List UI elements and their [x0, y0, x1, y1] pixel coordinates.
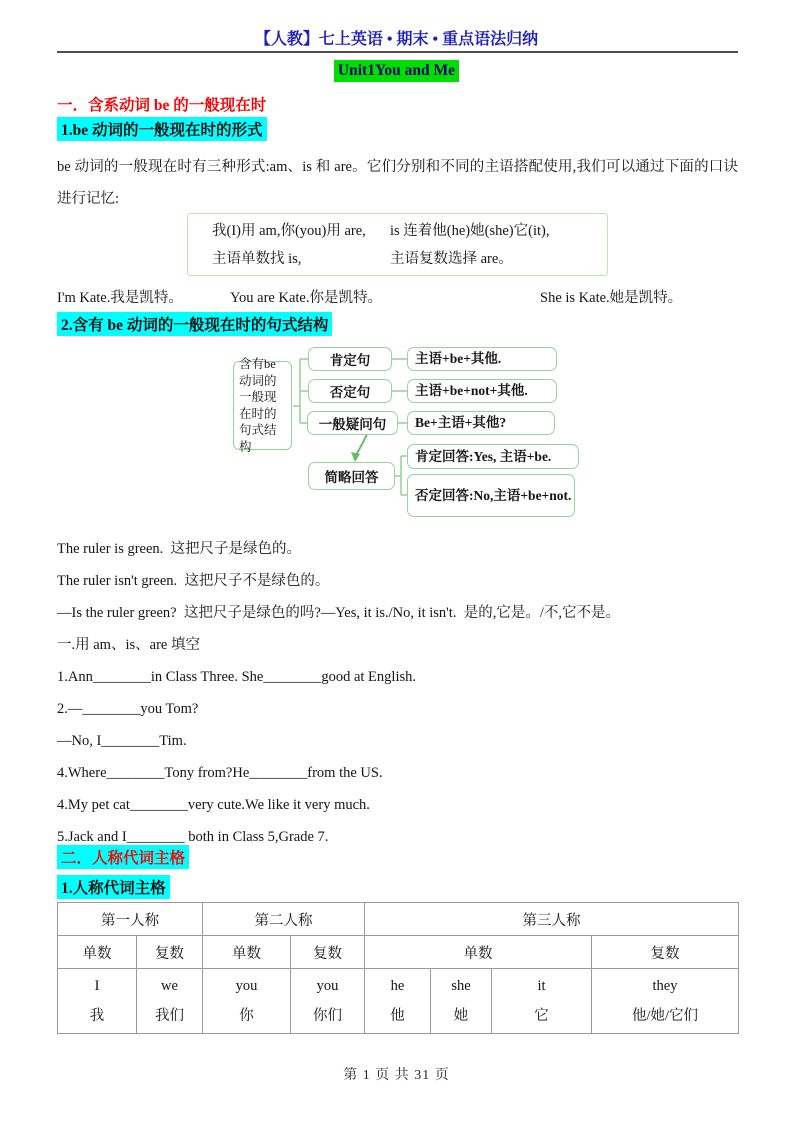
- root-line-5: 句式结构: [239, 423, 277, 454]
- mnemonic-r1c1: 我(I)用 am,你(you)用 are,: [212, 222, 366, 239]
- kate-example-2: You are Kate.你是凯特。: [230, 290, 382, 306]
- root-line-1: 含有be: [239, 357, 276, 371]
- mnemonic-r2c1: 主语单数找 is,: [212, 250, 302, 267]
- be-form-paragraph: be 动词的一般现在时有三种形式:am、is 和 are。它们分别和不同的主语搭配使用,我们可以通过下面的口诀进行记忆:: [57, 159, 738, 207]
- unit-title-row: [0, 60, 793, 82]
- pronoun-cell-you-pl: you 你们: [291, 969, 365, 1034]
- unit-title: Unit1You and Me: [334, 60, 459, 82]
- short-answer-yes-box: 肯定回答:Yes, 主语+be.: [407, 444, 579, 469]
- number-header-5: 单数: [365, 936, 592, 969]
- root-line-3: 一般现: [239, 390, 277, 404]
- pronoun-cell-i: I 我: [58, 969, 137, 1034]
- pronoun-cell-you-sg: you 你: [203, 969, 291, 1034]
- affirmative-pattern-box: 主语+be+其他.: [407, 347, 557, 371]
- ruler-example-3: —Is the ruler green? 这把尺子是绿色的吗?—Yes, it is./No, it isn't. 是的,它是。/不,它不是。: [57, 605, 620, 621]
- table-number-row: [58, 936, 739, 969]
- mnemonic-box: [187, 213, 608, 276]
- table-person-row: [58, 903, 739, 936]
- exercise-item-4b: 4.My pet cat________very cute.We like it very much.: [57, 797, 370, 813]
- question-to-short-answer-arrow: [351, 432, 368, 462]
- pronoun-cell-they: they 他/她/它们: [592, 969, 739, 1034]
- exercise-item-5: 5.Jack and I________ both in Class 5,Grade 7.: [57, 829, 329, 845]
- second-person-header: 第二人称: [203, 903, 365, 936]
- be-form-heading-wrap: [57, 117, 267, 141]
- number-header-1: 单数: [58, 936, 137, 969]
- exercise-item-4a: 4.Where________Tony from?He________from the US.: [57, 765, 383, 781]
- pronoun-subheading: 1.人称代词主格: [57, 875, 170, 899]
- ruler-example-2: The ruler isn't green. 这把尺子不是绿色的。: [57, 573, 330, 589]
- section1-heading: 一．含系动词 be 的一般现在时: [57, 97, 267, 114]
- negative-box: 否定句: [308, 379, 392, 403]
- root-line-2: 动词的: [239, 373, 277, 388]
- pronoun-cell-he: he 他: [365, 969, 431, 1034]
- pronoun-cell-we: we 我们: [137, 969, 203, 1034]
- page-number-footer: 第 1 页 共 31 页: [343, 1068, 450, 1083]
- pronoun-subheading-wrap: [57, 875, 170, 899]
- table-pronoun-row: [58, 969, 739, 1034]
- short-answer-box: 简略回答: [308, 462, 395, 490]
- third-person-header: 第三人称: [365, 903, 739, 936]
- examples-and-exercise: [57, 533, 752, 853]
- section2-heading: 二．人称代词主格: [57, 845, 189, 869]
- question-box: 一般疑问句: [307, 411, 398, 435]
- kate-examples-row: [57, 286, 738, 308]
- section2-heading-wrap: [57, 845, 189, 869]
- pronoun-cell-she: she 她: [431, 969, 492, 1034]
- root-line-4: 在时的: [239, 406, 277, 421]
- structure-heading: 2.含有 be 动词的一般现在时的句式结构: [57, 312, 332, 336]
- sentence-structure-diagram: [57, 344, 738, 529]
- diagram-connectors: [57, 344, 738, 529]
- affirmative-box: 肯定句: [308, 347, 392, 371]
- mnemonic-r2c2: 主语复数选择 are。: [390, 250, 513, 267]
- exercise-heading: 一.用 am、is、are 填空: [57, 637, 200, 653]
- short-answer-no-box: 否定回答:No,主语+be+not.: [407, 474, 575, 517]
- kate-example-3: She is Kate.她是凯特。: [540, 290, 683, 306]
- exercise-item-1: 1.Ann________in Class Three. She________good at English.: [57, 669, 416, 685]
- diagram-root-box: [233, 357, 292, 454]
- number-header-2: 复数: [137, 936, 203, 969]
- negative-pattern-box: 主语+be+not+其他.: [407, 379, 557, 403]
- number-header-3: 单数: [203, 936, 291, 969]
- header-divider: [57, 51, 738, 53]
- ruler-example-1: The ruler is green. 这把尺子是绿色的。: [57, 541, 302, 557]
- pronoun-cell-it: it 它: [492, 969, 592, 1034]
- question-pattern-box: Be+主语+其他?: [407, 411, 555, 435]
- structure-heading-wrap: [57, 312, 332, 336]
- kate-example-1: I'm Kate.我是凯特。: [57, 290, 183, 306]
- doc-header-title: 【人教】七上英语 • 期末 • 重点语法归纳: [254, 31, 539, 48]
- be-form-heading: 1.be 动词的一般现在时的形式: [57, 117, 267, 141]
- number-header-4: 复数: [291, 936, 365, 969]
- exercise-item-2-answer: —No, I________Tim.: [57, 733, 187, 749]
- subject-pronoun-table: [57, 902, 739, 1034]
- first-person-header: 第一人称: [58, 903, 203, 936]
- number-header-6: 复数: [592, 936, 739, 969]
- exercise-item-2: 2.—________you Tom?: [57, 701, 199, 717]
- mnemonic-r1c2: is 连着他(he)她(she)它(it),: [390, 222, 550, 239]
